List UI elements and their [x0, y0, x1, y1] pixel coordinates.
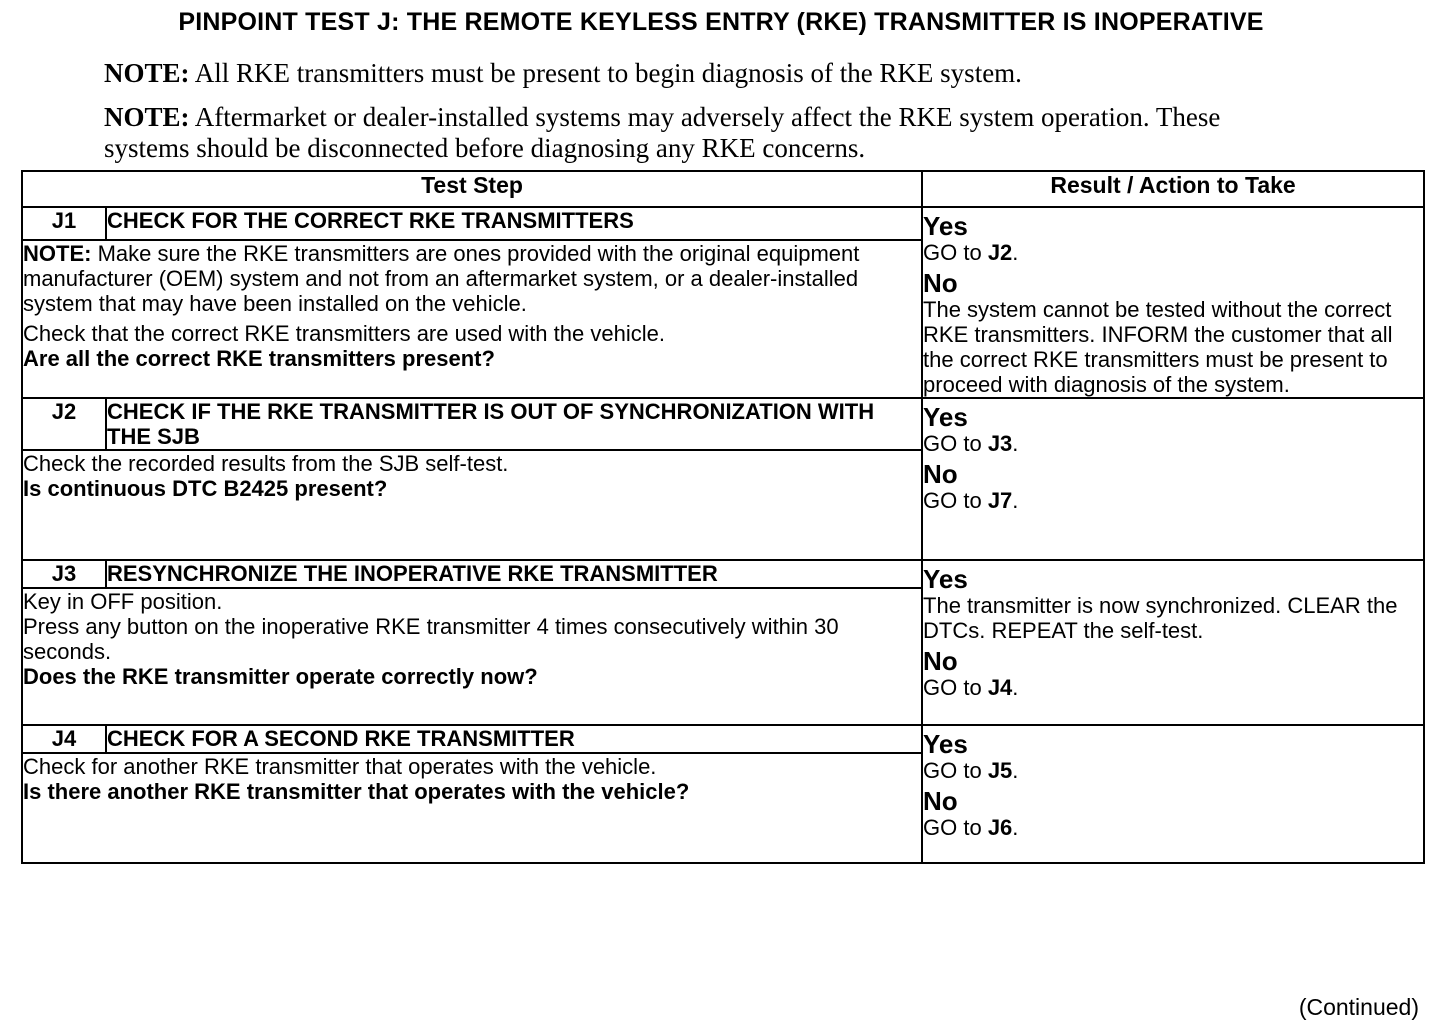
- step-title: CHECK FOR A SECOND RKE TRANSMITTER: [106, 725, 922, 753]
- action-text: GO to: [923, 815, 988, 840]
- yes-action: The transmitter is now synchronized. CLEAR the DTCs. REPEAT the self-test.: [923, 593, 1398, 643]
- step-question: [23, 476, 921, 501]
- bullet-icon: [0, 346, 5, 371]
- action-text: .: [1012, 431, 1019, 456]
- question-text: Is there another RKE transmitter that operates with the vehicle?: [23, 779, 690, 804]
- action-text: GO to: [923, 488, 988, 513]
- bullet-icon: [0, 451, 5, 476]
- step-id: J4: [22, 725, 106, 753]
- question-text: Is continuous DTC B2425 present?: [23, 476, 388, 501]
- step-j4-result: [922, 725, 1424, 863]
- page-title: PINPOINT TEST J: THE REMOTE KEYLESS ENTRY (RKE) TRANSMITTER IS INOPERATIVE: [178, 8, 1264, 36]
- step-j3-title-row: [22, 560, 1424, 588]
- bullet-text: Key in OFF position.: [23, 589, 223, 614]
- no-label: No: [923, 268, 958, 298]
- step-body: [22, 753, 922, 863]
- bullet-item: [23, 451, 921, 476]
- yes-label: Yes: [923, 211, 968, 241]
- step-link: J5: [987, 758, 1013, 783]
- bullet-item: [23, 754, 921, 779]
- step-question: [23, 664, 921, 689]
- step-body: [22, 240, 922, 398]
- action-text: .: [1012, 240, 1019, 265]
- bullet-text: Make sure the RKE transmitters are ones provided with the original equipment manufacturer (OEM) system and not from an aftermarket system, or a dealer-installed system that may have been installed on the vehicle.: [23, 241, 860, 317]
- step-question: [23, 779, 921, 804]
- no-label: No: [923, 786, 958, 816]
- yes-action: [923, 240, 1423, 265]
- step-link: J4: [987, 675, 1013, 700]
- question-text: Are all the correct RKE transmitters present?: [23, 346, 495, 372]
- step-link: J6: [987, 815, 1013, 840]
- step-body: [22, 450, 922, 560]
- continued-label: (Continued): [1298, 994, 1419, 1020]
- step-title: CHECK IF THE RKE TRANSMITTER IS OUT OF SYNCHRONIZATION WITH THE SJB: [106, 398, 922, 450]
- bullet-icon: [0, 754, 5, 779]
- no-action: The system cannot be tested without the correct RKE transmitters. INFORM the customer that all the correct RKE transmitters must be present to proceed with diagnosis of the system.: [923, 297, 1393, 397]
- question-text: Does the RKE transmitter operate correctly now?: [23, 664, 538, 689]
- step-link: J7: [987, 488, 1013, 513]
- no-action: [923, 488, 1423, 513]
- bullet-icon: [0, 779, 5, 804]
- action-text: GO to: [923, 431, 988, 456]
- step-link: J2: [987, 240, 1013, 265]
- note-aftermarket: [104, 102, 1224, 164]
- bullet-icon: [0, 241, 5, 266]
- action-text: .: [1012, 815, 1019, 840]
- step-j1-result: [922, 207, 1424, 398]
- action-text: GO to: [923, 675, 988, 700]
- note-text: Aftermarket or dealer-installed systems may adversely affect the RKE system operation. These systems should be disconnected before diagnosing any RKE concerns.: [104, 102, 1221, 163]
- step-link: J3: [987, 431, 1013, 456]
- bullet-text: Check the recorded results from the SJB self-test.: [23, 451, 509, 476]
- step-id: J3: [22, 560, 106, 588]
- header-test-step: Test Step: [22, 171, 922, 207]
- step-j4-title-row: [22, 725, 1424, 753]
- step-body: [22, 588, 922, 725]
- yes-label: Yes: [923, 564, 968, 594]
- step-j1-title-row: [22, 207, 1424, 240]
- no-action: [923, 675, 1423, 700]
- no-action: [923, 815, 1423, 840]
- step-id: J1: [22, 207, 106, 240]
- action-text: .: [1012, 488, 1019, 513]
- action-text: .: [1012, 758, 1019, 783]
- bullet-text: Press any button on the inoperative RKE transmitter 4 times consecutively within 30 seconds.: [23, 614, 839, 664]
- step-j2-title-row: [22, 398, 1424, 450]
- bullet-item: [23, 241, 921, 316]
- step-title: RESYNCHRONIZE THE INOPERATIVE RKE TRANSMITTER: [106, 560, 922, 588]
- step-id: J2: [22, 398, 106, 450]
- note-label: NOTE:: [104, 58, 190, 88]
- bullet-text: Check for another RKE transmitter that operates with the vehicle.: [23, 754, 657, 779]
- bullet-icon: [0, 614, 5, 639]
- action-text: GO to: [923, 240, 988, 265]
- yes-action: [923, 431, 1423, 456]
- step-j3-result: [922, 560, 1424, 725]
- bullet-item: [23, 614, 921, 664]
- yes-label: Yes: [923, 729, 968, 759]
- action-text: .: [1012, 675, 1019, 700]
- table-header-row: [22, 171, 1424, 207]
- bullet-icon: [0, 664, 5, 689]
- note-label: NOTE:: [23, 241, 92, 267]
- step-paragraph: Check that the correct RKE transmitters are used with the vehicle.: [23, 321, 665, 347]
- bullet-item: [23, 589, 921, 614]
- bullet-icon: [0, 589, 5, 614]
- note-all-transmitters: [104, 58, 1224, 89]
- pinpoint-test-table: [21, 170, 1425, 864]
- note-text: All RKE transmitters must be present to begin diagnosis of the RKE system.: [189, 58, 1022, 88]
- no-label: No: [923, 646, 958, 676]
- step-j2-result: [922, 398, 1424, 560]
- yes-action: [923, 758, 1423, 783]
- bullet-icon: [0, 476, 5, 501]
- yes-label: Yes: [923, 402, 968, 432]
- step-title: CHECK FOR THE CORRECT RKE TRANSMITTERS: [106, 207, 922, 240]
- step-question: [23, 346, 921, 371]
- no-label: No: [923, 459, 958, 489]
- header-result-action: Result / Action to Take: [922, 171, 1424, 207]
- note-label: NOTE:: [104, 102, 190, 132]
- action-text: GO to: [923, 758, 988, 783]
